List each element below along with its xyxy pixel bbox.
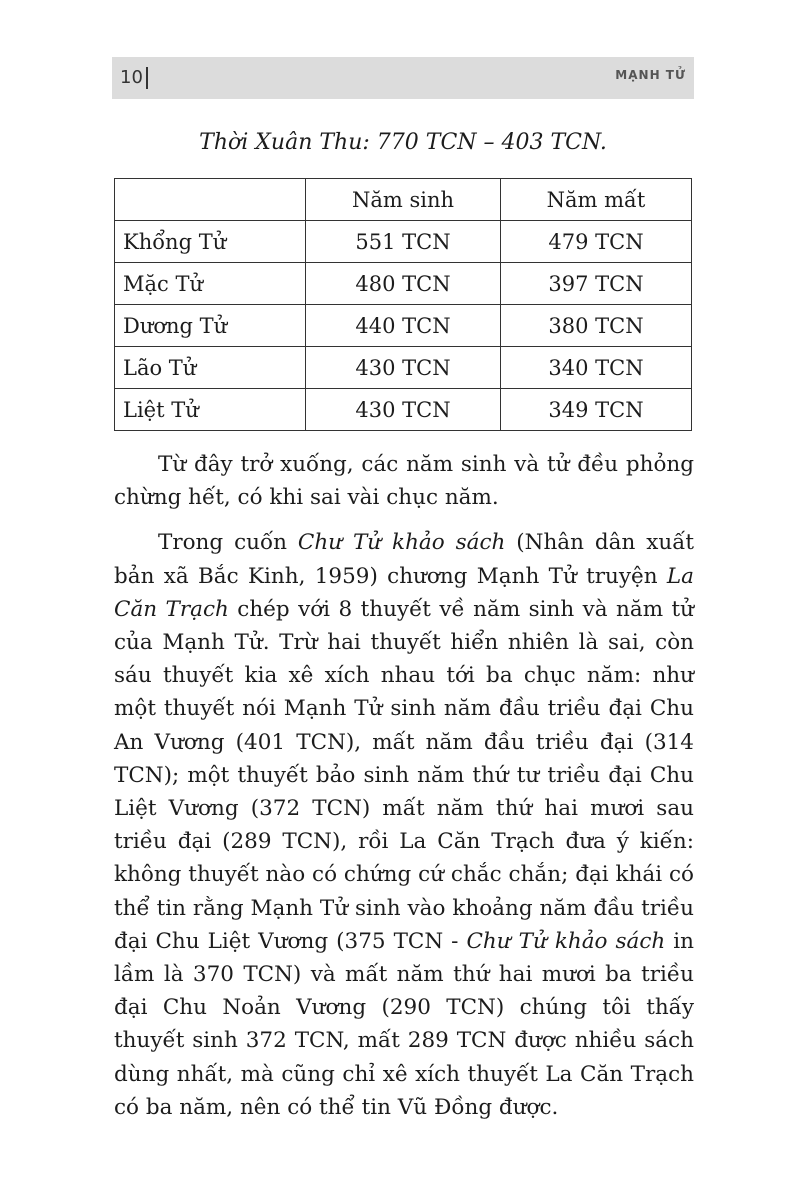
paragraph-1: Từ đây trở xuống, các năm sinh và tử đều phỏng chừng hết, có khi sai vài chục năm. — [114, 452, 694, 511]
page-number: 10 — [120, 67, 143, 88]
birth-year: 480 TCN — [306, 263, 501, 305]
running-header — [112, 57, 694, 99]
birth-year: 430 TCN — [306, 389, 501, 431]
text-span: in lầm là 370 TCN) và mất năm thứ hai mươi ba triều đại Chu Noản Vương (290 TCN) chúng tôi thấy thuyết sinh 372 TCN, mất 289 TCN được nhiều sách dùng nhất, mà cũng chỉ xê xích thuyết La Căn Trạch có ba năm, nên có thể tin Vũ Đồng được. — [114, 928, 694, 1120]
birth-year: 430 TCN — [306, 347, 501, 389]
table-header-row — [115, 179, 692, 221]
text-span: Trong cuốn — [158, 530, 298, 556]
death-year: 349 TCN — [501, 389, 692, 431]
text-span: chép với 8 thuyết về năm sinh và năm tử của Mạnh Tử. Trừ hai thuyết hiển nhiên là sai, còn sáu thuyết kia xê xích nhau tới ba chục năm: như một thuyết nói Mạnh Tử sinh năm đầu triều đại Chu An Vương (401 TCN), mất năm đầu triều đại (314 TCN); một thuyết bảo sinh năm thứ tư triều đại Chu Liệt Vương (372 TCN) mất năm thứ hai mươi sau triều đại (289 TCN), rồi La Căn Trạch đưa ý kiến: không thuyết nào có chứng cứ chắc chắn; đại khái có thể tin rằng Mạnh Tử sinh vào khoảng năm đầu triều đại Chu Liệt Vương (375 TCN - — [114, 596, 694, 954]
philosopher-name: Lão Tử — [115, 347, 306, 389]
column-header-death: Năm mất — [501, 179, 692, 221]
table-row — [115, 347, 692, 389]
birth-year: 440 TCN — [306, 305, 501, 347]
book-title: Chư Tử khảo sách — [297, 530, 506, 556]
philosopher-name: Liệt Tử — [115, 389, 306, 431]
book-title: Chư Tử khảo sách — [466, 928, 666, 954]
birth-year: 551 TCN — [306, 221, 501, 263]
paragraph-2 — [114, 526, 694, 1124]
table-row — [115, 305, 692, 347]
body-text — [114, 448, 694, 1124]
running-title: MẠNH TỬ — [615, 68, 686, 82]
table-caption: Thời Xuân Thu: 770 TCN – 403 TCN. — [199, 130, 607, 155]
table-row — [115, 263, 692, 305]
philosopher-name: Khổng Tử — [115, 221, 306, 263]
text-span: (Nhân dân xuất bản xã Bắc Kinh, 1959) chương Mạnh Tử truyện — [114, 530, 695, 589]
philosopher-name: Dương Tử — [115, 305, 306, 347]
death-year: 340 TCN — [501, 347, 692, 389]
column-header-blank — [115, 179, 306, 221]
author-name: La Căn Trạch — [114, 563, 694, 622]
philosopher-name: Mặc Tử — [115, 263, 306, 305]
death-year: 380 TCN — [501, 305, 692, 347]
table-row — [115, 221, 692, 263]
lifespan-table — [114, 178, 692, 431]
column-header-birth: Năm sinh — [306, 179, 501, 221]
death-year: 397 TCN — [501, 263, 692, 305]
death-year: 479 TCN — [501, 221, 692, 263]
table-row — [115, 389, 692, 431]
header-divider — [146, 67, 148, 89]
